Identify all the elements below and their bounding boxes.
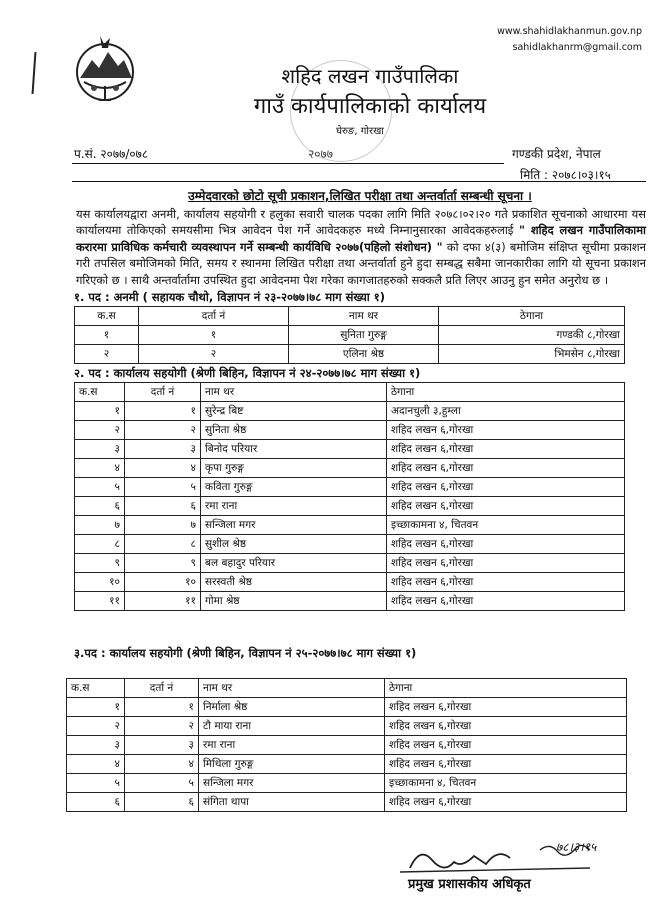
table-row [75, 459, 625, 478]
col-header-address: ठेगाना [385, 679, 627, 698]
notice-body [76, 206, 646, 288]
cell-sn: ६ [67, 793, 125, 812]
cell-reg: ३ [125, 440, 201, 459]
table-row [75, 421, 625, 440]
cell-address: शहिद लखन ६,गोरखा [387, 478, 625, 497]
cell-address: शहिद लखन ६,गोरखा [385, 698, 627, 717]
cell-address: इच्छाकामना ४, चितवन [385, 774, 627, 793]
office-name: गाउँ कार्यपालिकाको कार्यालय [253, 94, 487, 119]
table-row [67, 717, 627, 736]
cell-sn: १ [75, 402, 125, 421]
cell-reg: ७ [125, 516, 201, 535]
cell-address: शहिद लखन ६,गोरखा [385, 717, 627, 736]
website-link[interactable]: www.shahidlakhanmun.gov.np [497, 26, 642, 37]
cell-reg: ९ [125, 554, 201, 573]
cell-reg: २ [139, 345, 289, 364]
table-row [75, 345, 625, 364]
nepal-emblem-icon [66, 30, 144, 108]
cell-reg: १० [125, 573, 201, 592]
cell-name: सन्जिला मगर [201, 516, 387, 535]
year-stamp: २०७७ [308, 147, 333, 161]
cell-reg: १ [125, 402, 201, 421]
cell-reg: ६ [125, 793, 199, 812]
cell-name: सुरेन्द्र बिष्ट [201, 402, 387, 421]
col-header-sn: क.स [75, 307, 139, 326]
col-header-address: ठेगाना [439, 307, 625, 326]
cell-reg: ३ [125, 736, 199, 755]
cell-name: रमा राना [199, 736, 385, 755]
col-header-reg: दर्ता नं [139, 307, 289, 326]
cell-name: सुशील श्रेष्ठ [201, 535, 387, 554]
cell-sn: ३ [75, 440, 125, 459]
cell-name: गोमा श्रेष्ठ [201, 592, 387, 611]
col-header-sn: क.स [67, 679, 125, 698]
cell-reg: २ [125, 421, 201, 440]
email-link[interactable]: sahidlakhanrm@gmail.com [512, 42, 642, 53]
candidate-table [74, 306, 625, 364]
table-row [75, 554, 625, 573]
section-title: २. पद : कार्यालय सहयोगी (श्रेणी बिहिन, विज्ञापन नं २४-२०७७।७८ माग संख्या १) [74, 366, 421, 380]
signatory-title: प्रमुख प्रशासकीय अधिकृत [408, 877, 531, 892]
table-row [67, 774, 627, 793]
table-row [67, 755, 627, 774]
cell-address: अदानचुली ३,हुम्ला [387, 402, 625, 421]
cell-name: सुनिता गुरुङ्ग [289, 326, 439, 345]
cell-sn: १ [75, 326, 139, 345]
col-header-address: ठेगाना [387, 383, 625, 402]
cell-sn: ६ [75, 497, 125, 516]
section-title: ३.पद : कार्यालय सहयोगी (श्रेणी बिहिन, विज्ञापन नं २५-२०७७।७८ माग संख्या १) [74, 646, 417, 660]
cell-reg: ११ [125, 592, 201, 611]
header-rule [72, 163, 504, 164]
cell-reg: ४ [125, 459, 201, 478]
contact-block [497, 24, 642, 56]
table-row [75, 440, 625, 459]
candidate-table [74, 382, 625, 611]
cell-address: इच्छाकामना ४, चितवन [387, 516, 625, 535]
cell-sn: ७ [75, 516, 125, 535]
district-name: घेरुङ, गोरखा [336, 126, 384, 137]
cell-sn: ४ [67, 755, 125, 774]
cell-sn: २ [67, 717, 125, 736]
cell-sn: १० [75, 573, 125, 592]
cell-name: कृपा गुरुङ्ग [201, 459, 387, 478]
cell-name: बिनोद परियार [201, 440, 387, 459]
notice-subject: उम्मेदवारको छोटो सूची प्रकाशन,लिखित परीक्षा तथा अन्तर्वार्ता सम्बन्धी सूचना । [188, 189, 532, 203]
table-header [75, 307, 625, 326]
cell-address: शहिद लखन ६,गोरखा [387, 592, 625, 611]
cell-name: सन्जिला मगर [199, 774, 385, 793]
col-header-name: नाम थर [289, 307, 439, 326]
cell-reg: ६ [125, 497, 201, 516]
table-row [75, 535, 625, 554]
province-name: गण्डकी प्रदेश, नेपाल [512, 147, 601, 161]
table-row [75, 402, 625, 421]
cell-name: बल बहादुर परियार [201, 554, 387, 573]
cell-name: टौ माया राना [199, 717, 385, 736]
cell-sn: १ [67, 698, 125, 717]
table-header [75, 383, 625, 402]
cell-sn: २ [75, 345, 139, 364]
table-header [67, 679, 627, 698]
cell-name: संगिता थापा [199, 793, 385, 812]
table-row [75, 497, 625, 516]
col-header-name: नाम थर [201, 383, 387, 402]
cell-address: शहिद लखन ६,गोरखा [387, 497, 625, 516]
cell-reg: २ [125, 717, 199, 736]
cell-reg: ५ [125, 774, 199, 793]
cell-reg: १ [125, 698, 199, 717]
cell-name: कविता गुरुङ्ग [201, 478, 387, 497]
cell-sn: ४ [75, 459, 125, 478]
cell-address: शहिद लखन ६,गोरखा [385, 755, 627, 774]
cell-address: शहिद लखन ६,गोरखा [387, 421, 625, 440]
cell-reg: ८ [125, 535, 201, 554]
cell-name: सुनिता श्रेष्ठ [201, 421, 387, 440]
cell-name: सरस्वती श्रेष्ठ [201, 573, 387, 592]
cell-address: शहिद लखन ६,गोरखा [385, 736, 627, 755]
cell-sn: ९ [75, 554, 125, 573]
table-row [75, 478, 625, 497]
municipality-name: शहिद लखन गाउँपालिका [281, 64, 459, 88]
cell-sn: ११ [75, 592, 125, 611]
cell-sn: ५ [67, 774, 125, 793]
body-text-1: यस कार्यालयद्वारा अनमी, कार्यालय सहयोगी र हलुका सवारी चालक पदका लागि मिति २०७८।०२।२० गते प्रकाशित सूचनाको आधारमा यस कार्यालयमा तोकिएको समयसीमा भित्र आवेदन पेश गर्ने आवेदकहरु मध्ये निम्नानुसारका आवेदकहरुलाई [76, 207, 646, 238]
cell-address: शहिद लखन ६,गोरखा [387, 573, 625, 592]
table-row [75, 516, 625, 535]
header-rule-bottom [72, 181, 646, 182]
col-header-reg: दर्ता नं [125, 383, 201, 402]
scan-mark [32, 52, 37, 94]
cell-address: शहिद लखन ६,गोरखा [387, 554, 625, 573]
reference-number: प.सं. २०७७/०७८ [74, 147, 149, 161]
body-procedure-title: " शहिद लखन गाउँपालिकामा करारमा प्राविधिक कर्मचारी व्यवस्थापन गर्ने सम्बन्धी कार्यविधि २०७७(पहिलो संशोधन) " [76, 223, 646, 254]
cell-name: मिथिला गुरुङ्ग [199, 755, 385, 774]
candidate-table [66, 678, 627, 812]
table-row [67, 793, 627, 812]
col-header-name: नाम थर [199, 679, 385, 698]
table-row [75, 592, 625, 611]
cell-name: एलिना श्रेष्ठ [289, 345, 439, 364]
section-title: १. पद : अनमी ( सहायक चौथो, विज्ञापन नं २३-२०७७।७८ माग संख्या १) [74, 290, 385, 304]
issue-date: मिति : २०७८।०३।१५ [520, 168, 611, 182]
cell-address: गण्डकी ८,गोरखा [439, 326, 625, 345]
cell-sn: २ [75, 421, 125, 440]
cell-sn: ८ [75, 535, 125, 554]
cell-reg: ४ [125, 755, 199, 774]
cell-address: शहिद लखन ६,गोरखा [387, 535, 625, 554]
cell-address: शहिद लखन ६,गोरखा [387, 440, 625, 459]
table-row [67, 736, 627, 755]
col-header-sn: क.स [75, 383, 125, 402]
cell-reg: १ [139, 326, 289, 345]
cell-name: रमा राना [201, 497, 387, 516]
table-row [75, 326, 625, 345]
cell-reg: ५ [125, 478, 201, 497]
col-header-reg: दर्ता नं [125, 679, 199, 698]
cell-sn: ५ [75, 478, 125, 497]
table-row [67, 698, 627, 717]
cell-address: भिमसेन ८,गोरखा [439, 345, 625, 364]
cell-name: निर्माला श्रेष्ठ [199, 698, 385, 717]
body-text-2: को दफा ४(३) बमोजिम संक्षिप्त सूचीमा प्रकाशन गरी तपसिल बमोजिमको मिति, समय र स्थानमा लिखित परीक्षा तथा अन्तर्वार्ता हुने हुदा सम्बद्ध सबैमा जानकारीका लागि यो सूचना प्रकाशन गरिएको छ । साथै अन्तर्वार्तामा उपस्थित हुदा आवेदनमा पेश गरेका कागजातहरुको सक्कलै प्रति लिएर आउनु हुन समेत अनुरोध छ । [76, 239, 646, 287]
cell-sn: ३ [67, 736, 125, 755]
signature-date: ७८।३।१५ [556, 840, 597, 854]
cell-address: शहिद लखन ६,गोरखा [387, 459, 625, 478]
cell-address: शहिद लखन ६,गोरखा [385, 793, 627, 812]
table-row [75, 573, 625, 592]
